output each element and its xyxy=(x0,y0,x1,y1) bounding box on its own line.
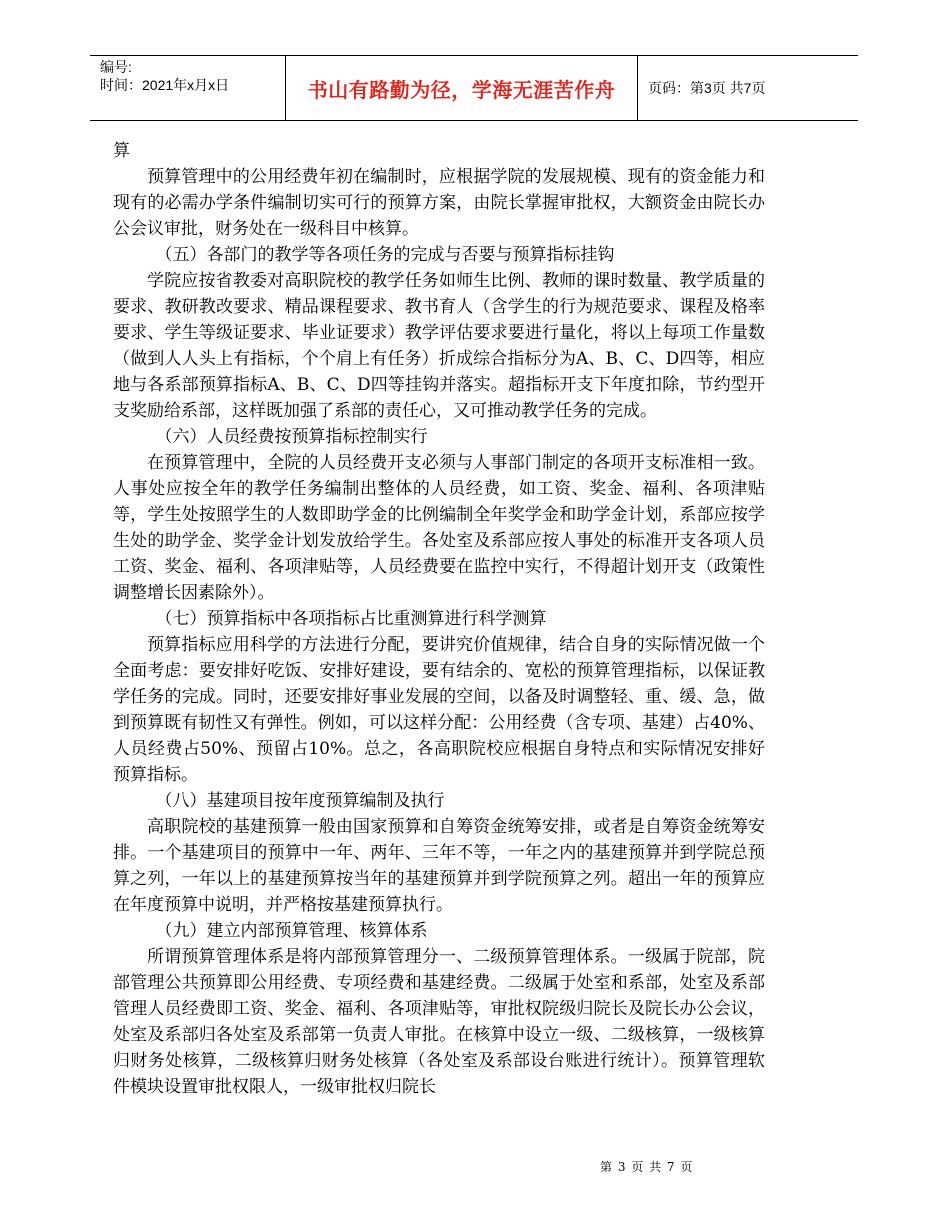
body-paragraph: 算 xyxy=(113,141,130,161)
body-paragraph: 学院应按省教委对高职院校的教学任务如师生比例、教师的课时数量、教学质量的要求、教研教改要求、精品课程要求、教书育人（含学生的行为规范要求、课程及格率要求、学生等级证要求、毕业证要求）教学评估要求要进行量化，将以上每项工作量数（做到人人头上有指标，个个肩上有任务）折成综合指标分为A、B、C、D四等，相应地与各系部预算指标A、B、C、D四等挂钩并落实。超指标开支下年度扣除，节约型开支奖励给系部，这样既加强了系部的责任心，又可推动教学任务的完成。 xyxy=(113,271,765,421)
section-heading: （五）各部门的教学等各项任务的完成与否要与预算指标挂钩 xyxy=(155,245,615,265)
header-page-number: 页码：第3页 共7页 xyxy=(648,80,766,96)
header-motto: 书山有路勤为径，学海无涯苦作舟 xyxy=(285,56,638,120)
body-paragraph: 预算管理中的公用经费年初在编制时，应根据学院的发展规模、现有的资金能力和现有的必需办学条件编制切实可行的预算方案，由院长掌握审批权，大额资金由院长办公会议审批，财务处在一级科目中核算。 xyxy=(113,167,765,239)
page-footer: 第 3 页 共 7 页 xyxy=(600,1160,694,1174)
body-paragraph: 所谓预算管理体系是将内部预算管理分一、二级预算管理体系。一级属于院部，院部管理公共预算即公用经费、专项经费和基建经费。二级属于处室和系部，处室及系部管理人员经费即工资、奖金、福利、各项津贴等，审批权院级归院长及院长办公会议，处室及系部归各处室及系部第一负责人审批。在核算中设立一级、二级核算，一级核算归财务处核算，二级核算归财务处核算（各处室及系部设台账进行统计）。预算管理软件模块设置审批权限人，一级审批权归院长 xyxy=(113,947,765,1097)
header-meta xyxy=(90,56,285,120)
section-heading: （八）基建项目按年度预算编制及执行 xyxy=(155,791,445,811)
document-body xyxy=(113,138,765,1100)
document-number-label: 编号: xyxy=(100,59,132,75)
section-heading: （九）建立内部预算管理、核算体系 xyxy=(155,921,428,941)
document-date-label: 时间：2021年x月x日 xyxy=(100,77,230,93)
body-paragraph: 预算指标应用科学的方法进行分配，要讲究价值规律，结合自身的实际情况做一个全面考虑：要安排好吃饭、安排好建设，要有结余的、宽松的预算管理指标，以保证教学任务的完成。同时，还要安排好事业发展的空间，以备及时调整轻、重、缓、急，做到预算既有韧性又有弹性。例如，可以这样分配：公用经费（含专项、基建）占40%、人员经费占50%、预留占10%。总之，各高职院校应根据自身特点和实际情况安排好预算指标。 xyxy=(113,635,765,785)
body-paragraph: 高职院校的基建预算一般由国家预算和自筹资金统筹安排，或者是自筹资金统筹安排。一个基建项目的预算中一年、两年、三年不等，一年之内的基建预算并到学院总预算之列，一年以上的基建预算按当年的基建预算并到学院预算之列。超出一年的预算应在年度预算中说明，并严格按基建预算执行。 xyxy=(113,817,765,915)
body-paragraph: 在预算管理中，全院的人员经费开支必须与人事部门制定的各项开支标准相一致。人事处应按全年的教学任务编制出整体的人员经费，如工资、奖金、福利、各项津贴等，学生处按照学生的人数即助学金的比例编制全年奖学金和助学金计划，系部应按学生处的助学金、奖学金计划发放给学生。各处室及系部应按人事处的标准开支各项人员工资、奖金、福利、各项津贴等，人员经费要在监控中实行，不得超计划开支（政策性调整增长因素除外）。 xyxy=(113,453,765,603)
section-heading: （六）人员经费按预算指标控制实行 xyxy=(155,427,428,447)
section-heading: （七）预算指标中各项指标占比重测算进行科学测算 xyxy=(155,609,547,629)
page-header xyxy=(90,55,858,121)
